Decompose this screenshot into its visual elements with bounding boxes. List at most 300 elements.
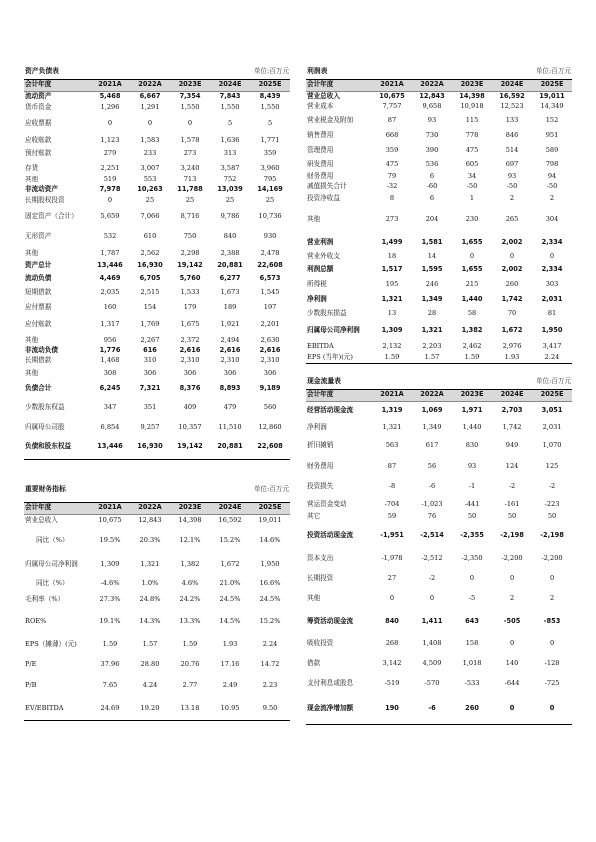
table-row (306, 569, 572, 589)
row-value: 0 (389, 594, 395, 603)
row-value: 20,881 (217, 261, 243, 270)
row-value: 14,398 (178, 516, 202, 525)
row-value: -32 (386, 182, 398, 191)
row-value: 1.93 (222, 640, 238, 649)
row-value: 2,035 (100, 288, 120, 297)
row-value: 1,309 (381, 326, 403, 335)
row-value: 1,018 (462, 659, 482, 668)
row-label: 负债合计 (25, 383, 52, 392)
row-value: 1,309 (100, 560, 120, 569)
table-row (24, 91, 290, 102)
unit-label: 单位:百万元 (210, 66, 290, 79)
row-value: 846 (505, 131, 519, 140)
row-value: 610 (143, 232, 157, 241)
row-value: 6,854 (100, 422, 120, 431)
row-label: 投资损失 (307, 482, 334, 491)
row-value: 124 (505, 462, 519, 471)
row-label: 同比（%） (36, 535, 69, 544)
table-row (306, 634, 572, 654)
row-value: 0 (509, 639, 515, 648)
row-value: 1,499 (381, 238, 403, 247)
row-value: 8,893 (219, 383, 241, 392)
row-value: 2.49 (222, 680, 238, 689)
row-value: -223 (544, 499, 560, 508)
row-label: 财务费用 (307, 462, 334, 471)
row-value: 2,462 (462, 342, 482, 351)
header-year: 2024E (492, 389, 532, 401)
row-value: 351 (143, 403, 157, 412)
row-value: -2,350 (461, 554, 483, 563)
row-label: 资产总计 (25, 261, 52, 270)
row-value: 1,382 (461, 326, 483, 335)
row-value: 1,742 (501, 294, 523, 303)
header-year: 2021A (90, 502, 130, 514)
header-label: 会计年度 (306, 79, 372, 91)
row-value: 532 (103, 232, 117, 241)
row-label: 营业成本 (307, 102, 334, 111)
row-value: 1,787 (100, 248, 120, 257)
row-value: 7,321 (139, 383, 161, 392)
row-value: 1.59 (452, 353, 492, 363)
table-row (306, 522, 572, 549)
table-row (24, 634, 290, 656)
table-row (306, 435, 572, 457)
row-value: 14 (427, 251, 437, 260)
table-title: 资产负债表 (24, 66, 210, 79)
row-value: 2,031 (542, 423, 562, 432)
row-value: 125 (545, 462, 559, 471)
row-value: 304 (545, 215, 559, 224)
income-statement-table (306, 66, 572, 364)
header-year: 2022A (412, 79, 452, 91)
row-label: 流动资产 (25, 91, 52, 100)
row-value: 306 (143, 368, 157, 377)
row-value: 2,334 (541, 238, 563, 247)
row-value: 1,776 (99, 346, 121, 355)
row-value: 750 (183, 232, 197, 241)
table-row (306, 192, 572, 205)
row-value: 2,976 (502, 342, 522, 351)
row-value: 1,921 (220, 320, 240, 329)
row-value: 25 (145, 196, 155, 205)
row-value: 6,573 (259, 273, 281, 282)
row-value: 1,581 (421, 238, 443, 247)
row-value: -441 (464, 499, 480, 508)
table-row (24, 591, 290, 609)
balance-sheet-panel (24, 66, 290, 460)
row-value: -128 (544, 659, 560, 668)
row-value: 204 (425, 215, 439, 224)
row-value: 1 (469, 193, 475, 202)
row-value: 1.59 (182, 640, 198, 649)
row-value: 160 (103, 302, 117, 311)
header-year: 2023E (170, 502, 210, 514)
row-value: 1,440 (461, 294, 483, 303)
row-value: 6 (429, 193, 435, 202)
row-value: 1,411 (421, 616, 443, 625)
row-value: 8,376 (179, 383, 201, 392)
row-label: P/E (25, 659, 37, 668)
row-label: 其他 (25, 248, 39, 257)
row-value: 951 (545, 131, 559, 140)
row-label: 其他 (25, 368, 39, 377)
row-value: 2,310 (180, 356, 200, 365)
row-value: 1,070 (542, 441, 562, 450)
row-label: EPS (当年)(元) (306, 353, 372, 363)
row-value: 16,930 (130, 435, 170, 459)
table-row (24, 272, 290, 285)
row-value: 13,446 (97, 261, 123, 270)
row-value: 1,517 (381, 265, 403, 274)
table-row (24, 176, 290, 184)
table-row (306, 91, 572, 102)
row-value: 2,515 (140, 288, 160, 297)
table-row (306, 130, 572, 142)
row-value: 1,595 (421, 265, 443, 274)
row-label: 营运资金变动 (307, 499, 347, 508)
row-value: -50 (506, 182, 518, 191)
row-value: 2,002 (501, 238, 523, 247)
row-value: 1,771 (260, 135, 280, 144)
row-value: 8,716 (180, 212, 200, 221)
row-label: 流动负债 (25, 273, 52, 282)
header-label: 会计年度 (24, 79, 90, 91)
row-value: 2,203 (422, 342, 442, 351)
row-value: 13.3% (179, 616, 201, 625)
table-row (306, 262, 572, 278)
row-value: 2 (549, 594, 555, 603)
row-value: -4.6% (100, 579, 120, 588)
table-row (24, 314, 290, 336)
row-value: 19.1% (99, 616, 121, 625)
header-year: 2025E (532, 389, 572, 401)
row-value: 390 (425, 145, 439, 154)
table-title: 现金流量表 (306, 376, 492, 389)
table-row (306, 142, 572, 159)
table-row (24, 698, 290, 720)
row-label: 少数股东损益 (307, 309, 347, 318)
row-value: 306 (263, 368, 277, 377)
row-value: 795 (263, 176, 277, 184)
row-value: 10,357 (178, 422, 202, 431)
row-value: 514 (505, 145, 519, 154)
row-label: 负债和股东权益 (24, 435, 90, 459)
row-value: 1,971 (461, 406, 483, 415)
row-value: 0 (469, 574, 475, 583)
row-value: 1.0% (141, 579, 159, 588)
row-value: 28 (427, 309, 437, 318)
row-label: 营业总收入 (25, 516, 58, 525)
row-value: 697 (505, 160, 519, 169)
table-title: 利润表 (306, 66, 492, 79)
row-value: 70 (507, 309, 517, 318)
row-label: 所得税 (307, 280, 327, 289)
table-row (306, 341, 572, 353)
row-value: 930 (263, 232, 277, 241)
row-value: 20.3% (139, 535, 161, 544)
row-value: 3,240 (180, 163, 200, 172)
row-value: 359 (385, 145, 399, 154)
table-row (306, 102, 572, 112)
row-value: 519 (103, 176, 117, 184)
header-year: 2022A (130, 79, 170, 91)
row-value: 154 (143, 302, 157, 311)
row-value: -644 (504, 679, 520, 688)
row-value: 0 (549, 251, 555, 260)
row-value: 2,388 (220, 248, 240, 257)
row-value: 1,408 (422, 639, 442, 648)
table-row (24, 366, 290, 381)
row-value: 14,349 (540, 102, 564, 111)
row-label: 支付利息或股息 (307, 679, 354, 688)
indicators-table (24, 478, 290, 721)
row-value: 1,291 (140, 102, 160, 111)
row-value: 8 (389, 193, 395, 202)
row-label: 利润总额 (307, 265, 334, 274)
row-value: -2 (548, 482, 556, 491)
row-value: 27 (387, 574, 397, 583)
row-value: 7.65 (102, 680, 118, 689)
table-row (24, 420, 290, 435)
row-value: 1,533 (180, 288, 200, 297)
row-value: 10,263 (137, 184, 163, 193)
row-value: 2,334 (541, 265, 563, 274)
row-value: 260 (452, 694, 492, 724)
table-row (306, 251, 572, 262)
table-row (306, 307, 572, 321)
row-value: 17.16 (220, 659, 240, 668)
row-value: -1,951 (380, 530, 404, 539)
row-value: 1,319 (381, 406, 403, 415)
row-value: 840 (385, 616, 399, 625)
row-label: 其他 (25, 176, 39, 184)
row-value: 8,439 (259, 91, 281, 100)
row-value: 1,769 (140, 320, 160, 329)
row-value: 81 (547, 309, 557, 318)
row-value: 475 (465, 145, 479, 154)
row-value: -1,023 (421, 499, 443, 508)
header-year: 2022A (130, 502, 170, 514)
row-value: 27.3% (99, 595, 121, 604)
header-year: 2025E (250, 502, 290, 514)
row-value: 306 (183, 368, 197, 377)
row-label: EBITDA (307, 342, 334, 351)
table-row (306, 421, 572, 435)
row-value: 1,123 (100, 135, 120, 144)
table-row (24, 146, 290, 161)
table-row (24, 656, 290, 673)
row-value: 12,523 (500, 102, 524, 111)
row-value: 14,169 (257, 184, 283, 193)
row-value: -2,198 (500, 530, 524, 539)
row-value: 1,440 (462, 423, 482, 432)
header-year: 2021A (372, 79, 412, 91)
row-value: 1.93 (492, 353, 532, 363)
row-label: 财务费用 (307, 171, 334, 180)
row-value: 553 (143, 176, 157, 184)
row-value: 3,051 (541, 406, 563, 415)
row-value: 1,655 (461, 238, 483, 247)
row-value: 7,757 (382, 102, 402, 111)
row-value: 58 (467, 309, 477, 318)
row-value: 1,673 (220, 288, 240, 297)
row-value: 605 (465, 160, 479, 169)
row-value: 215 (465, 280, 479, 289)
row-value: 668 (385, 131, 399, 140)
row-value: 189 (223, 302, 237, 311)
row-value: -505 (503, 616, 521, 625)
row-value: 0 (469, 251, 475, 260)
row-value: 24.2% (179, 595, 201, 604)
row-value: 14,398 (459, 91, 485, 100)
row-value: 2,251 (100, 163, 120, 172)
table-row (306, 654, 572, 674)
row-value: 778 (465, 131, 479, 140)
table-row (24, 207, 290, 227)
row-value: 560 (263, 403, 277, 412)
row-value: 643 (465, 616, 479, 625)
row-value: 3,587 (220, 163, 240, 172)
row-value: 1.59 (372, 353, 412, 363)
row-value: -570 (424, 679, 440, 688)
row-value: 1,550 (220, 102, 240, 111)
row-value: 268 (385, 639, 399, 648)
row-label: 筹资活动现金流 (307, 616, 354, 625)
row-value: 14.5% (219, 616, 241, 625)
row-label: 管理费用 (307, 145, 334, 154)
row-value: 140 (505, 659, 519, 668)
row-label: 投资活动现金流 (307, 530, 354, 539)
row-value: 56 (427, 462, 437, 471)
row-value: 28.80 (140, 659, 160, 668)
row-value: 21.0% (219, 579, 241, 588)
row-value: 2,201 (260, 320, 280, 329)
header-year: 2023E (452, 389, 492, 401)
row-value: 306 (223, 368, 237, 377)
table-row (306, 292, 572, 307)
row-label: 净利润 (307, 294, 327, 303)
row-value: 1,349 (422, 423, 442, 432)
row-value: 20,881 (210, 435, 250, 459)
header-label: 会计年度 (24, 502, 90, 514)
row-value: 10,675 (379, 91, 405, 100)
row-value: 265 (505, 215, 519, 224)
row-value: 79 (387, 171, 397, 180)
row-value: 12,860 (258, 422, 282, 431)
table-row (24, 135, 290, 146)
row-value: 13 (387, 309, 397, 318)
row-value: 0 (549, 574, 555, 583)
row-value: 10.95 (210, 698, 250, 720)
table-header-row (24, 79, 290, 91)
row-value: 1.57 (412, 353, 452, 363)
row-label: 营业外收支 (307, 251, 340, 260)
row-value: 2 (509, 193, 515, 202)
row-value: 94 (547, 171, 557, 180)
header-year: 2021A (372, 389, 412, 401)
row-value: 19,142 (177, 261, 203, 270)
row-value: 0 (107, 196, 113, 205)
table-row (24, 285, 290, 301)
table-row (24, 346, 290, 356)
row-value: 6,705 (139, 273, 161, 282)
row-value: -5 (468, 594, 476, 603)
row-value: 5,659 (100, 212, 120, 221)
row-value: 197 (263, 302, 277, 311)
row-value: 10,675 (98, 516, 122, 525)
row-value: 1,317 (100, 320, 120, 329)
row-label: 少数股东权益 (25, 403, 65, 412)
row-value: -2,200 (541, 554, 563, 563)
row-label: 营业税金及附加 (307, 116, 354, 125)
row-value: -533 (464, 679, 480, 688)
header-year: 2023E (170, 79, 210, 91)
row-value: -2,514 (420, 530, 444, 539)
row-value: 2,310 (260, 356, 280, 365)
row-value: 246 (425, 280, 439, 289)
row-value: 830 (465, 441, 479, 450)
row-value: 3,960 (260, 163, 280, 172)
header-year: 2021A (90, 79, 130, 91)
row-value: 273 (183, 148, 197, 157)
row-value: 279 (103, 148, 117, 157)
row-value: 1,382 (180, 560, 200, 569)
row-value: -6 (428, 482, 436, 491)
row-label: 非流动资产 (25, 184, 58, 193)
row-value: 2,494 (220, 336, 240, 345)
row-value: 1,321 (140, 560, 160, 569)
row-value: -2,198 (540, 530, 564, 539)
row-label: 长期股权投资 (25, 196, 65, 205)
table-row (24, 553, 290, 577)
row-label: 研发费用 (307, 160, 334, 169)
row-value: 1.57 (142, 640, 158, 649)
row-label: 预付账款 (25, 148, 52, 157)
row-value: 20.76 (180, 659, 200, 668)
row-value: 13,446 (90, 435, 130, 459)
row-value: 9,189 (259, 383, 281, 392)
row-value: 1.59 (102, 640, 118, 649)
table-row (306, 278, 572, 292)
table-row (24, 336, 290, 346)
row-value: 713 (183, 176, 197, 184)
row-value: 19,142 (170, 435, 210, 459)
row-value: 730 (425, 131, 439, 140)
row-value: 273 (385, 215, 399, 224)
row-label: 非流动负债 (25, 346, 58, 355)
row-label: 长期借款 (25, 356, 52, 365)
row-value: 158 (465, 639, 479, 648)
row-value: 50 (507, 512, 517, 521)
table-row (24, 260, 290, 272)
row-value: 12,843 (419, 91, 445, 100)
table-row (24, 195, 290, 207)
row-label: 应付票据 (25, 302, 52, 311)
row-label: 应收账款 (25, 135, 52, 144)
row-value: 9,658 (422, 102, 442, 111)
row-value: -161 (504, 499, 520, 508)
row-value: 15.2% (259, 616, 281, 625)
row-value: 1,672 (501, 326, 523, 335)
row-value: 3,142 (382, 659, 402, 668)
row-value: 93 (467, 462, 477, 471)
table-row (306, 512, 572, 522)
table-row (24, 381, 290, 396)
table-title-row (24, 478, 290, 502)
row-value: 16.6% (259, 579, 281, 588)
row-value: 359 (263, 148, 277, 157)
row-label: 其他 (307, 215, 321, 224)
